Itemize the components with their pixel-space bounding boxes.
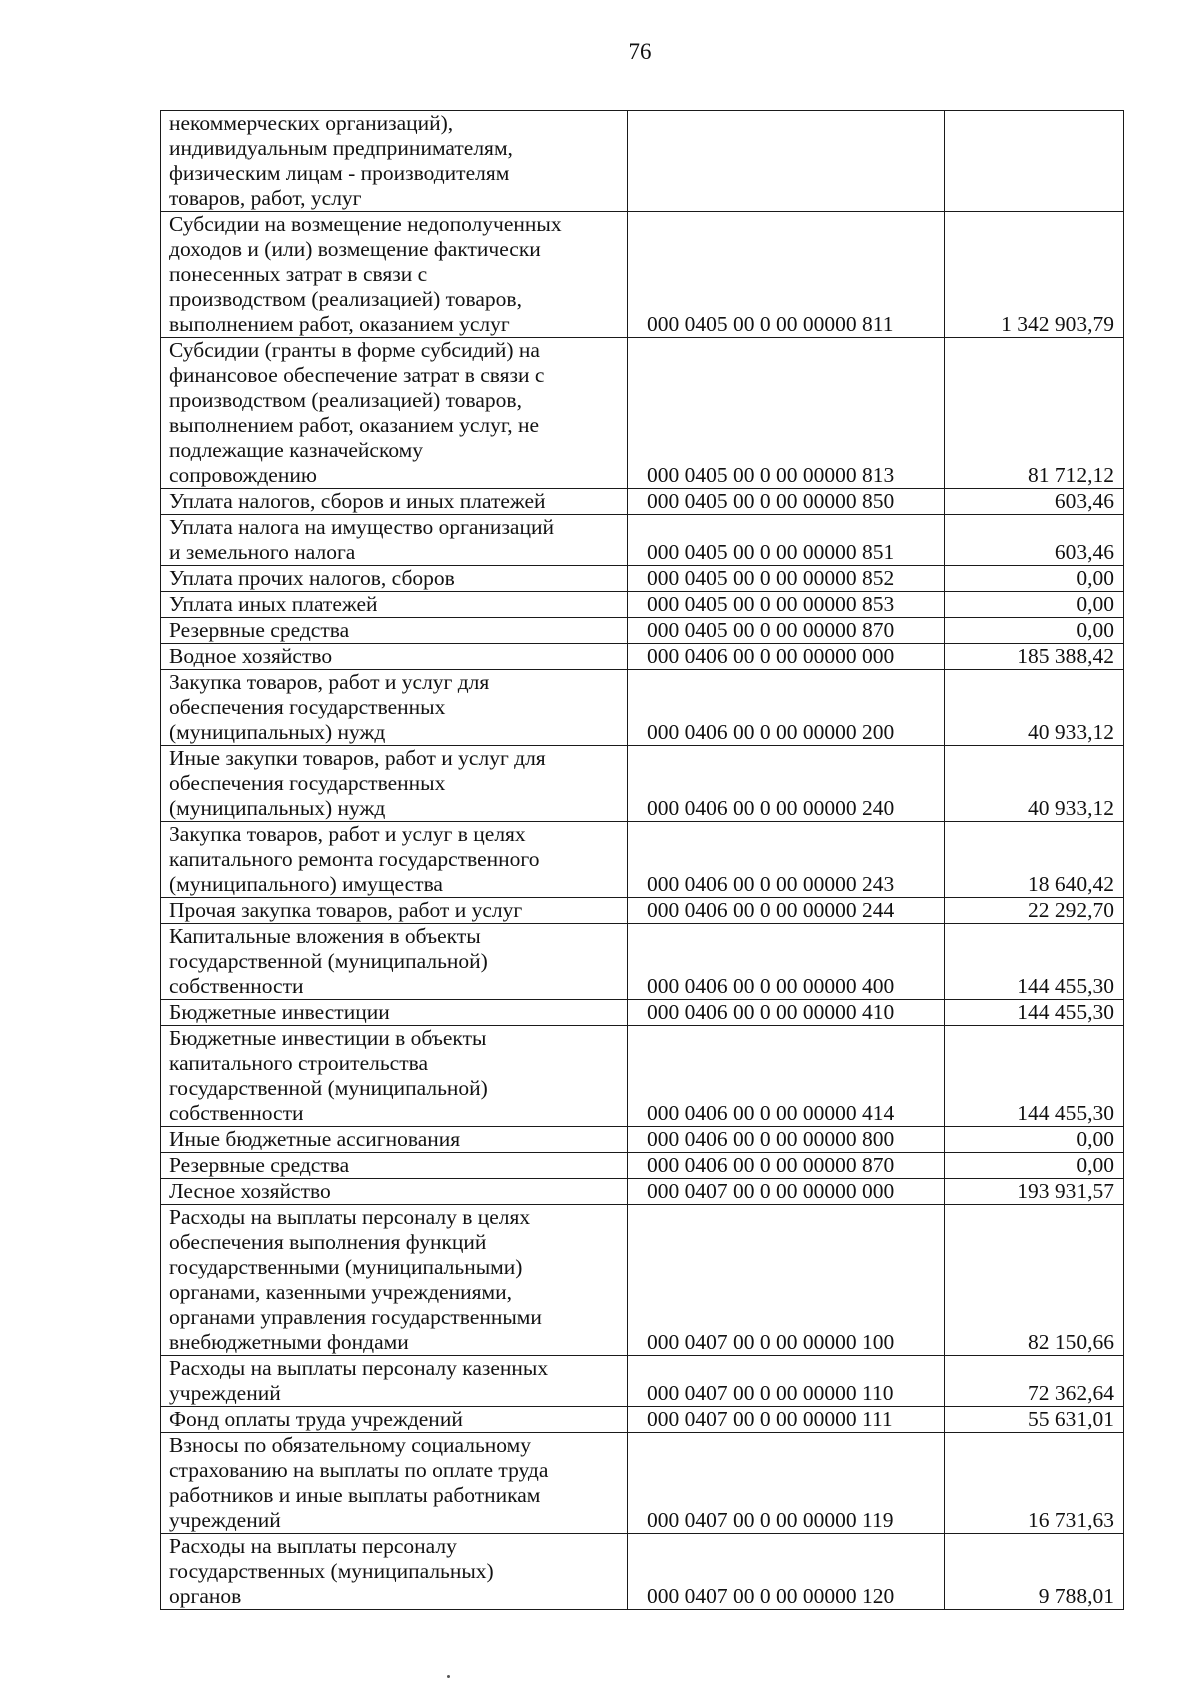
amount-cell: 0,00: [945, 592, 1124, 618]
budget-code-cell: 000 0405 00 0 00 00000 811: [628, 212, 945, 338]
amount-cell: 144 455,30: [945, 924, 1124, 1000]
amount-cell: 0,00: [945, 618, 1124, 644]
expense-name-cell: Закупка товаров, работ и услуг для обеспечения государственных (муниципальных) нужд: [161, 670, 628, 746]
table-row: [161, 515, 1124, 566]
budget-code-cell: 000 0406 00 0 00 00000 243: [628, 822, 945, 898]
amount-cell: 55 631,01: [945, 1407, 1124, 1433]
table-row: [161, 644, 1124, 670]
budget-code-cell: 000 0405 00 0 00 00000 852: [628, 566, 945, 592]
table-row: [161, 1205, 1124, 1356]
budget-code-cell: 000 0405 00 0 00 00000 850: [628, 489, 945, 515]
budget-code-cell: 000 0406 00 0 00 00000 240: [628, 746, 945, 822]
table-row: [161, 746, 1124, 822]
expense-name-cell: Фонд оплаты труда учреждений: [161, 1407, 628, 1433]
budget-table: [160, 110, 1124, 1610]
expense-name-cell: Расходы на выплаты персоналу государственных (муниципальных) органов: [161, 1534, 628, 1610]
amount-cell: 82 150,66: [945, 1205, 1124, 1356]
table-row: [161, 212, 1124, 338]
expense-name-cell: Закупка товаров, работ и услуг в целях капитального ремонта государственного (муниципального) имущества: [161, 822, 628, 898]
budget-code-cell: 000 0407 00 0 00 00000 111: [628, 1407, 945, 1433]
expense-name-cell: Резервные средства: [161, 1153, 628, 1179]
budget-code-cell: 000 0405 00 0 00 00000 851: [628, 515, 945, 566]
amount-cell: [945, 111, 1124, 212]
table-row: [161, 670, 1124, 746]
expense-name-cell: Капитальные вложения в объекты государственной (муниципальной) собственности: [161, 924, 628, 1000]
budget-code-cell: 000 0406 00 0 00 00000 870: [628, 1153, 945, 1179]
budget-code-cell: 000 0406 00 0 00 00000 410: [628, 1000, 945, 1026]
budget-code-cell: 000 0406 00 0 00 00000 000: [628, 644, 945, 670]
table-row: [161, 618, 1124, 644]
expense-name-cell: Уплата налога на имущество организаций и земельного налога: [161, 515, 628, 566]
table-row: [161, 111, 1124, 212]
budget-table-body: [161, 111, 1124, 1610]
budget-code-cell: 000 0405 00 0 00 00000 853: [628, 592, 945, 618]
table-row: [161, 592, 1124, 618]
table-row: [161, 1127, 1124, 1153]
table-row: [161, 924, 1124, 1000]
expense-name-cell: Прочая закупка товаров, работ и услуг: [161, 898, 628, 924]
amount-cell: 193 931,57: [945, 1179, 1124, 1205]
budget-code-cell: 000 0406 00 0 00 00000 414: [628, 1026, 945, 1127]
amount-cell: 0,00: [945, 1153, 1124, 1179]
budget-code-cell: 000 0407 00 0 00 00000 000: [628, 1179, 945, 1205]
amount-cell: 72 362,64: [945, 1356, 1124, 1407]
expense-name-cell: Уплата прочих налогов, сборов: [161, 566, 628, 592]
expense-name-cell: Иные бюджетные ассигнования: [161, 1127, 628, 1153]
table-row: [161, 1000, 1124, 1026]
table-row: [161, 1179, 1124, 1205]
budget-code-cell: 000 0405 00 0 00 00000 870: [628, 618, 945, 644]
amount-cell: 1 342 903,79: [945, 212, 1124, 338]
amount-cell: 40 933,12: [945, 670, 1124, 746]
table-row: [161, 1026, 1124, 1127]
table-row: [161, 1356, 1124, 1407]
budget-code-cell: 000 0407 00 0 00 00000 100: [628, 1205, 945, 1356]
budget-code-cell: 000 0407 00 0 00 00000 110: [628, 1356, 945, 1407]
table-row: [161, 1534, 1124, 1610]
amount-cell: 144 455,30: [945, 1000, 1124, 1026]
table-row: [161, 1407, 1124, 1433]
expense-name-cell: Субсидии на возмещение недополученных доходов и (или) возмещение фактически понесенных затрат в связи с производством (реализацией) товаров, выполнением работ, оказанием услуг: [161, 212, 628, 338]
expense-name-cell: Иные закупки товаров, работ и услуг для обеспечения государственных (муниципальных) нужд: [161, 746, 628, 822]
expense-name-cell: Взносы по обязательному социальному страхованию на выплаты по оплате труда работников и иные выплаты работникам учреждений: [161, 1433, 628, 1534]
table-row: [161, 1153, 1124, 1179]
amount-cell: 185 388,42: [945, 644, 1124, 670]
amount-cell: 9 788,01: [945, 1534, 1124, 1610]
table-row: [161, 822, 1124, 898]
amount-cell: 18 640,42: [945, 822, 1124, 898]
amount-cell: 16 731,63: [945, 1433, 1124, 1534]
budget-code-cell: 000 0406 00 0 00 00000 200: [628, 670, 945, 746]
amount-cell: 40 933,12: [945, 746, 1124, 822]
budget-code-cell: 000 0406 00 0 00 00000 244: [628, 898, 945, 924]
expense-name-cell: Уплата налогов, сборов и иных платежей: [161, 489, 628, 515]
expense-name-cell: Резервные средства: [161, 618, 628, 644]
table-row: [161, 338, 1124, 489]
amount-cell: 603,46: [945, 515, 1124, 566]
expense-name-cell: Уплата иных платежей: [161, 592, 628, 618]
table-row: [161, 1433, 1124, 1534]
page-number: 76: [628, 39, 652, 64]
budget-code-cell: 000 0406 00 0 00 00000 400: [628, 924, 945, 1000]
scan-speck: [447, 1675, 450, 1678]
table-row: [161, 489, 1124, 515]
table-row: [161, 898, 1124, 924]
amount-cell: 144 455,30: [945, 1026, 1124, 1127]
budget-code-cell: 000 0407 00 0 00 00000 119: [628, 1433, 945, 1534]
expense-name-cell: Субсидии (гранты в форме субсидий) на финансовое обеспечение затрат в связи с производством (реализацией) товаров, выполнением работ, оказанием услуг, не подлежащие казначейскому сопровождению: [161, 338, 628, 489]
amount-cell: 81 712,12: [945, 338, 1124, 489]
expense-name-cell: Водное хозяйство: [161, 644, 628, 670]
amount-cell: 603,46: [945, 489, 1124, 515]
budget-code-cell: [628, 111, 945, 212]
amount-cell: 0,00: [945, 1127, 1124, 1153]
amount-cell: 0,00: [945, 566, 1124, 592]
expense-name-cell: Бюджетные инвестиции в объекты капитального строительства государственной (муниципальной) собственности: [161, 1026, 628, 1127]
expense-name-cell: Расходы на выплаты персоналу казенных учреждений: [161, 1356, 628, 1407]
expense-name-cell: Бюджетные инвестиции: [161, 1000, 628, 1026]
amount-cell: 22 292,70: [945, 898, 1124, 924]
budget-code-cell: 000 0405 00 0 00 00000 813: [628, 338, 945, 489]
expense-name-cell: Расходы на выплаты персоналу в целях обеспечения выполнения функций государственными (муниципальными) органами, казенными учреждениями, органами управления государственными внебюджетными фондами: [161, 1205, 628, 1356]
expense-name-cell: Лесное хозяйство: [161, 1179, 628, 1205]
table-row: [161, 566, 1124, 592]
budget-code-cell: 000 0406 00 0 00 00000 800: [628, 1127, 945, 1153]
budget-code-cell: 000 0407 00 0 00 00000 120: [628, 1534, 945, 1610]
expense-name-cell: некоммерческих организаций), индивидуальным предпринимателям, физическим лицам - производителям товаров, работ, услуг: [161, 111, 628, 212]
